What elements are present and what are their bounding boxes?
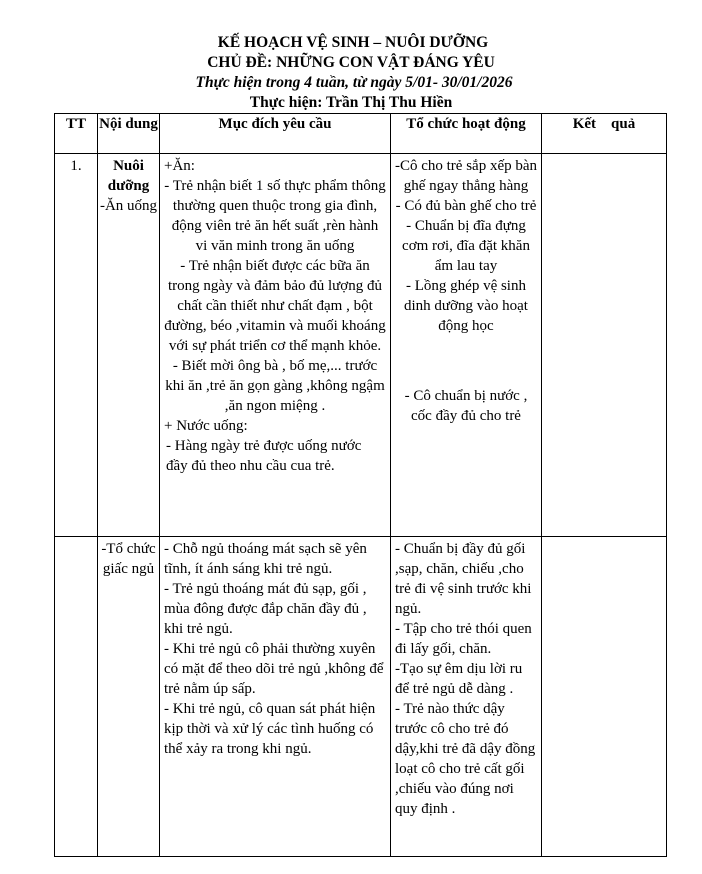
header-muc-dich: Mục đích yêu cầu bbox=[160, 114, 391, 154]
to-chuc-ngu-1: - Chuẩn bị đầy đủ gối ,sạp, chăn, chiếu ,cho trẻ đi vệ sinh trước khi ngủ. bbox=[395, 541, 532, 617]
to-chuc-an-4: - Lồng ghép vệ sinh dinh dưỡng vào hoạt động học bbox=[404, 278, 528, 334]
row1-tt: 1. bbox=[55, 154, 98, 537]
theme-title: CHỦ ĐỀ: NHỮNG CON VẬT ĐÁNG YÊU bbox=[207, 54, 495, 71]
to-chuc-ngu-2: - Tập cho trẻ thói quen đi lấy gối, chăn. bbox=[395, 621, 532, 657]
muc-dich-nuoc: - Hàng ngày trẻ được uống nước đầy đủ theo nhu cầu cua trẻ. bbox=[166, 438, 362, 474]
row2-muc-dich bbox=[160, 537, 391, 857]
to-chuc-nuoc: - Cô chuẩn bị nước , cốc đầy đủ cho trẻ bbox=[404, 388, 528, 424]
to-chuc-ngu-4: - Trẻ nào thức dậy trước cô cho trẻ đó dậy,khi trẻ đã dậy đồng loạt cô cho trẻ cất gối ,chiếu vào đúng nơi quy định . bbox=[395, 701, 536, 817]
plan-table bbox=[54, 113, 667, 857]
row2-noi-dung: -Tổ chức giấc ngủ bbox=[98, 537, 160, 857]
author-line: Thực hiện: Trần Thị Thu Hiền bbox=[249, 94, 453, 111]
to-chuc-ngu-3: -Tạo sự êm dịu lời ru để trẻ ngủ dễ dàng . bbox=[395, 661, 523, 697]
header-noi-dung: Nội dung bbox=[98, 114, 160, 154]
table-header-row bbox=[55, 114, 667, 154]
table-row bbox=[55, 154, 667, 537]
an-label: +Ăn: bbox=[164, 158, 195, 174]
muc-dich-ngu-2: - Trẻ ngủ thoáng mát đủ sạp, gối , mùa đông được đắp chăn đầy đủ , khi trẻ ngủ. bbox=[164, 581, 367, 637]
to-chuc-an-3: - Chuẩn bị đĩa đựng cơm rơi, đĩa đặt khăn ẩm lau tay bbox=[402, 218, 530, 274]
row1-noi-dung bbox=[98, 154, 160, 537]
muc-dich-an-1: - Trẻ nhận biết 1 số thực phẩm thông thường quen thuộc trong gia đình, động viên trẻ ăn hết suất ,rèn hành vi văn minh trong ăn uống bbox=[164, 178, 386, 254]
duration-line: Thực hiện trong 4 tuần, từ ngày 5/01- 30/01/2026 bbox=[195, 74, 513, 91]
header-ket-qua: Kết quả bbox=[542, 114, 667, 154]
row2-to-chuc bbox=[391, 537, 542, 857]
row1-muc-dich bbox=[160, 154, 391, 537]
to-chuc-an-1: -Cô cho trẻ sắp xếp bàn ghế ngay thẳng hàng bbox=[394, 158, 538, 194]
table-row bbox=[55, 537, 667, 857]
muc-dich-ngu-4: - Khi trẻ ngủ, cô quan sát phát hiện kịp thời và xử lý các tình huống có thể xảy ra trong khi ngủ. bbox=[164, 701, 376, 757]
row1-to-chuc bbox=[391, 154, 542, 537]
muc-dich-ngu-3: - Khi trẻ ngủ cô phải thường xuyên có mặt để theo dõi trẻ ngủ ,không để trẻ nằm úp sấp. bbox=[164, 641, 384, 697]
to-chuc-an-2: - Có đủ bàn ghế cho trẻ bbox=[395, 198, 537, 214]
row1-noi-dung-sub: -Ăn uống bbox=[99, 198, 158, 214]
header-to-chuc: Tổ chức hoạt động bbox=[391, 114, 542, 154]
header-tt: TT bbox=[55, 114, 98, 154]
row2-tt bbox=[55, 537, 98, 857]
plan-title: KẾ HOẠCH VỆ SINH – NUÔI DƯỠNG bbox=[217, 34, 489, 51]
muc-dich-an-3: - Biết mời ông bà , bố mẹ,... trước khi ăn ,trẻ ăn gọn gàng ,không ngậm ,ăn ngon miệng . bbox=[165, 358, 385, 414]
nuoc-uong-label: + Nước uống: bbox=[164, 418, 248, 434]
row1-noi-dung-title: Nuôi dưỡng bbox=[107, 158, 150, 194]
document-header bbox=[0, 33, 702, 113]
row2-ket-qua bbox=[542, 537, 667, 857]
muc-dich-ngu-1: - Chỗ ngủ thoáng mát sạch sẽ yên tĩnh, ít ánh sáng khi trẻ ngủ. bbox=[164, 541, 367, 577]
muc-dich-an-2: - Trẻ nhận biết được các bữa ăn trong ngày và đảm bảo đủ lượng đủ chất cần thiết như chất đạm , bột đường, béo ,vitamin và muối khoáng với sự phát triển cơ thể mạnh khỏe. bbox=[164, 258, 386, 354]
row1-ket-qua bbox=[542, 154, 667, 537]
